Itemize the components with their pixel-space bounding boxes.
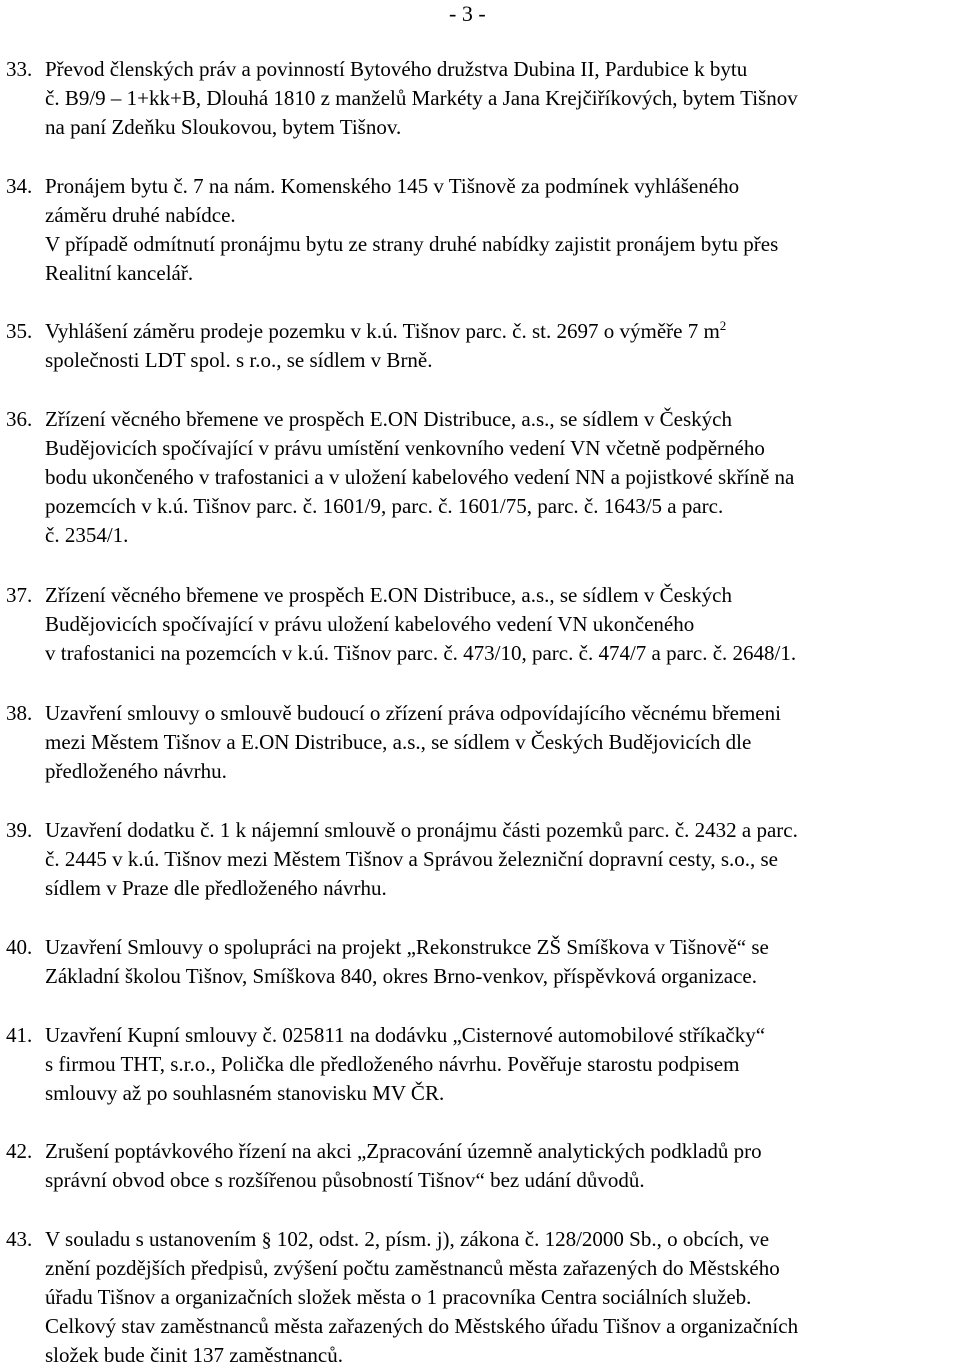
item-text: [45, 55, 960, 142]
text-line: znění pozdějších předpisů, zvýšení počtu zaměstnanců města zařazených do Městského: [45, 1256, 780, 1280]
text-line: Zrušení poptávkového řízení na akci „Zpracování územně analytických podkladů pro: [45, 1139, 762, 1163]
text-line: mezi Městem Tišnov a E.ON Distribuce, a.s., se sídlem v Českých Budějovicích dle: [45, 730, 752, 754]
text-line: Zřízení věcného břemene ve prospěch E.ON Distribuce, a.s., se sídlem v Českých: [45, 407, 732, 431]
text-line: smlouvy až po souhlasném stanovisku MV ČR.: [45, 1081, 445, 1105]
text-line: bodu ukončeného v trafostanici a v uložení kabelového vedení NN a pojistkové skříně na: [45, 465, 795, 489]
item-text: [45, 933, 960, 991]
text-line: č. 2354/1.: [45, 523, 129, 547]
text-line: předloženého návrhu.: [45, 759, 227, 783]
text-line: úřadu Tišnov a organizačních složek města o 1 pracovníka Centra sociálních služeb.: [45, 1285, 752, 1309]
text-line: V případě odmítnutí pronájmu bytu ze strany druhé nabídky zajistit pronájem bytu přes: [45, 232, 779, 256]
text-line: Budějovicích spočívající v právu uložení kabelového vedení VN ukončeného: [45, 612, 695, 636]
text-line: sídlem v Praze dle předloženého návrhu.: [45, 876, 387, 900]
text-line: Pronájem bytu č. 7 na nám. Komenského 145 v Tišnově za podmínek vyhlášeného: [45, 174, 740, 198]
text-line: Uzavření Kupní smlouvy č. 025811 na dodávku „Cisternové automobilové stříkačky“: [45, 1023, 766, 1047]
text-line: správní obvod obce s rozšířenou působností Tišnov“ bez udání důvodů.: [45, 1168, 645, 1192]
text-line: pozemcích v k.ú. Tišnov parc. č. 1601/9, parc. č. 1601/75, parc. č. 1643/5 a parc.: [45, 494, 724, 518]
text-line: společnosti LDT spol. s r.o., se sídlem v Brně.: [45, 348, 433, 372]
item-number: 35.: [6, 319, 33, 343]
item-number: 38.: [6, 701, 33, 725]
text-line: Budějovicích spočívající v právu umístění venkovního vedení VN včetně podpěrného: [45, 436, 765, 460]
text-line: záměru druhé nabídce.: [45, 203, 236, 227]
item-number: 39.: [6, 818, 33, 842]
item-number: 42.: [6, 1139, 33, 1163]
item-number: 37.: [6, 583, 33, 607]
item-text: [45, 699, 960, 786]
item-number: 36.: [6, 407, 33, 431]
text-line: Uzavření Smlouvy o spolupráci na projekt „Rekonstrukce ZŠ Smíškova v Tišnově“ se: [45, 935, 769, 959]
item-number: 34.: [6, 174, 33, 198]
text-line: na paní Zdeňku Sloukovou, bytem Tišnov.: [45, 115, 402, 139]
item-text: [45, 816, 960, 903]
text-line: Uzavření smlouvy o smlouvě budoucí o zřízení práva odpovídajícího věcnému břemeni: [45, 701, 781, 725]
text-line-start: V souladu s ustanovením: [45, 1227, 262, 1251]
text-line-rest: 102, odst. 2, písm. j), zákona č. 128/2000 Sb., o obcích, ve: [271, 1227, 770, 1251]
item-number: 41.: [6, 1023, 33, 1047]
item-number: 33.: [6, 57, 33, 81]
text-line: Základní školou Tišnov, Smíškova 840, okres Brno-venkov, příspěvková organizace.: [45, 964, 757, 988]
section-sign: §: [261, 1229, 272, 1251]
item-text: [45, 405, 960, 550]
text-line: s firmou THT, s.r.o., Polička dle předloženého návrhu. Pověřuje starostu podpisem: [45, 1052, 740, 1076]
item-text: [45, 1021, 960, 1108]
text-line: č. 2445 v k.ú. Tišnov mezi Městem Tišnov a Správou železniční dopravní cesty, s.o., se: [45, 847, 778, 871]
superscript-unit: 2: [719, 318, 727, 333]
text-line-main: Vyhlášení záměru prodeje pozemku v k.ú. Tišnov parc. č. st. 2697 o výměře 7 m: [45, 319, 720, 343]
text-line: Realitní kancelář.: [45, 261, 194, 285]
text-line: Zřízení věcného břemene ve prospěch E.ON Distribuce, a.s., se sídlem v Českých: [45, 583, 732, 607]
text-line: [45, 317, 960, 346]
text-line: Uzavření dodatku č. 1 k nájemní smlouvě o pronájmu části pozemků parc. č. 2432 a parc.: [45, 818, 798, 842]
item-text: [45, 581, 960, 668]
item-number: 43.: [6, 1227, 33, 1251]
item-number: 40.: [6, 935, 33, 959]
item-text: [45, 1137, 960, 1195]
text-line: Celkový stav zaměstnanců města zařazených do Městského úřadu Tišnov a organizačních: [45, 1314, 799, 1338]
text-line: č. B9/9 – 1+kk+B, Dlouhá 1810 z manželů Markéty a Jana Krejčiříkových, bytem Tišnov: [45, 86, 798, 110]
item-text: [45, 1225, 960, 1370]
page-number: - 3 -: [449, 1, 486, 26]
text-line: v trafostanici na pozemcích v k.ú. Tišnov parc. č. 473/10, parc. č. 474/7 a parc. č. 2648/1.: [45, 641, 797, 665]
item-text: [45, 317, 960, 375]
item-text: [45, 172, 960, 288]
text-line: [45, 1225, 960, 1254]
text-line: složek bude činit 137 zaměstnanců.: [45, 1343, 343, 1367]
text-line: Převod členských práv a povinností Bytového družstva Dubina II, Pardubice k bytu: [45, 57, 748, 81]
